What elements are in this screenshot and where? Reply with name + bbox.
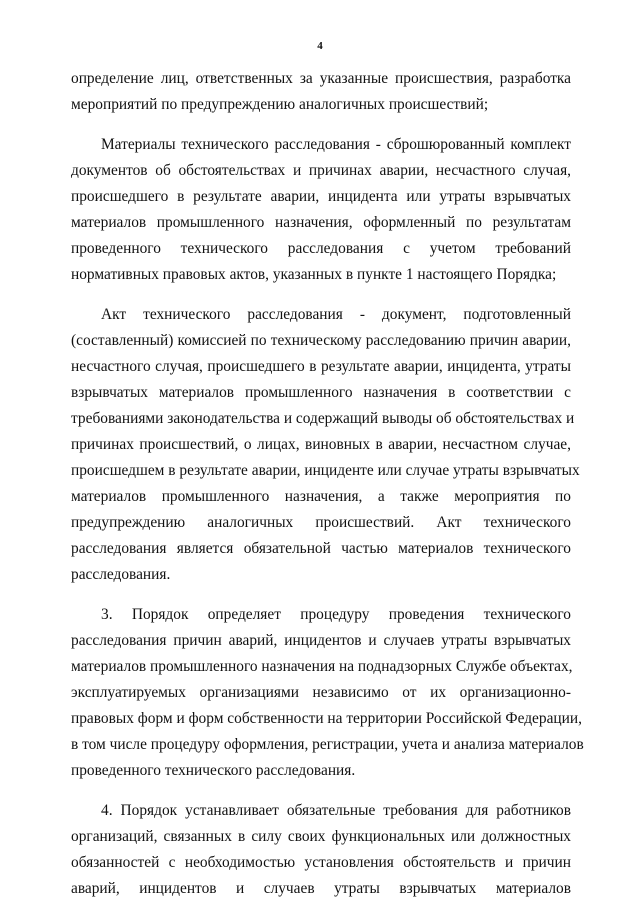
text-line: организаций, связанных в силу своих функциональных или должностных [71, 828, 571, 845]
page-number: 4 [317, 40, 323, 52]
text-line: 4. Порядок устанавливает обязательные требования для работников [101, 802, 571, 819]
text-line: проведенного технического расследования. [71, 762, 356, 779]
text-line: эксплуатируемых организациями независимо от их организационно- [71, 684, 571, 701]
text-line: правовых форм и форм собственности на территории Российской Федерации, [71, 710, 582, 727]
text-line: мероприятий по предупреждению аналогичных происшествий; [71, 96, 489, 113]
text-line: нормативных правовых актов, указанных в пункте 1 настоящего Порядка; [71, 266, 557, 283]
text-line: расследования является обязательной частью материалов технического [71, 540, 571, 557]
text-line: Материалы технического расследования - сброшюрованный комплект [101, 136, 571, 153]
text-line: несчастного случая, происшедшего в результате аварии, инцидента, утраты [71, 358, 571, 375]
text-line: материалов промышленного назначения, оформленный по результатам [71, 214, 571, 231]
text-line: расследования причин аварий, инцидентов и случаев утраты взрывчатых [71, 632, 571, 649]
text-line: расследования. [71, 566, 171, 583]
text-line: причинах происшествий, о лицах, виновных в аварии, несчастном случае, [71, 436, 571, 453]
text-line: 3. Порядок определяет процедуру проведения технического [101, 606, 571, 623]
text-line: Акт технического расследования - документ, подготовленный [101, 306, 571, 323]
text-line: в том числе процедуру оформления, регистрации, учета и анализа материалов [71, 736, 584, 753]
text-line: обязанностей с необходимостью установления обстоятельств и причин [71, 854, 571, 871]
text-line: документов об обстоятельствах и причинах аварии, несчастного случая, [71, 162, 571, 179]
text-line: материалов промышленного назначения, а также мероприятия по [71, 488, 571, 505]
text-line: (составленный) комиссией по техническому расследованию причин аварии, [71, 332, 571, 349]
text-line: проведенного технического расследования с учетом требований [71, 240, 571, 257]
text-line: материалов промышленного назначения на поднадзорных Службе объектах, [71, 658, 573, 675]
text-line: требованиями законодательства и содержащий выводы об обстоятельствах и [71, 410, 575, 427]
text-line: взрывчатых материалов промышленного назначения в соответствии с [71, 384, 571, 401]
document-body [71, 66, 584, 902]
text-line: определение лиц, ответственных за указанные происшествия, разработка [71, 70, 571, 87]
text-line: предупреждению аналогичных происшествий. Акт технического [71, 514, 571, 531]
text-line: происшедшем в результате аварии, инциденте или случае утраты взрывчатых [71, 462, 580, 479]
text-line: аварий, инцидентов и случаев утраты взрывчатых материалов [71, 880, 571, 897]
text-line: происшедшего в результате аварии, инцидента или утраты взрывчатых [71, 188, 571, 205]
